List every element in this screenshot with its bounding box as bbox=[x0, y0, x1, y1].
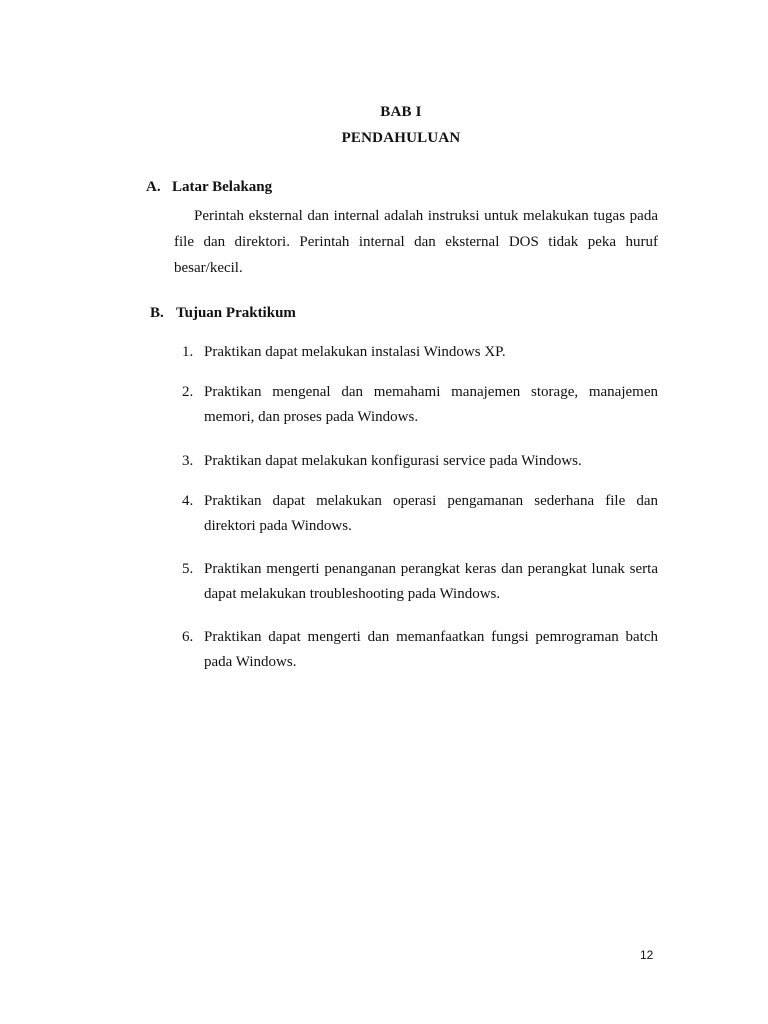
list-item-number: 3. bbox=[182, 453, 194, 469]
list-item-number: 5. bbox=[182, 561, 194, 577]
background-paragraph: Perintah eksternal dan internal adalah instruksi untuk melakukan tugas pada file dan direktori. Perintah internal dan eksternal DOS tidak peka huruf besar/kecil. bbox=[174, 208, 658, 276]
list-item-number: 4. bbox=[182, 493, 194, 509]
section-b-title: Tujuan Praktikum bbox=[176, 305, 296, 321]
list-item-number: 6. bbox=[182, 629, 194, 645]
section-a-letter: A. bbox=[146, 179, 161, 195]
chapter-number: BAB I bbox=[380, 104, 422, 120]
list-item bbox=[182, 625, 658, 675]
list-item-text: Praktikan dapat melakukan konfigurasi service pada Windows. bbox=[204, 453, 582, 469]
list-item-text: Praktikan dapat mengerti dan memanfaatkan fungsi pemrograman batch pada Windows. bbox=[204, 629, 658, 670]
list-item-number: 2. bbox=[182, 384, 194, 400]
list-item bbox=[182, 340, 658, 365]
list-item bbox=[182, 489, 658, 539]
list-item bbox=[182, 380, 658, 430]
section-b-letter: B. bbox=[150, 305, 164, 321]
section-b-heading bbox=[150, 305, 296, 322]
list-item-text: Praktikan dapat melakukan operasi pengamanan sederhana file dan direktori pada Windows. bbox=[204, 493, 658, 534]
section-a-heading bbox=[146, 179, 272, 196]
list-item-text: Praktikan mengerti penanganan perangkat keras dan perangkat lunak serta dapat melakukan troubleshooting pada Windows. bbox=[204, 561, 658, 602]
list-item-text: Praktikan mengenal dan memahami manajemen storage, manajemen memori, dan proses pada Windows. bbox=[204, 384, 658, 425]
list-item bbox=[182, 449, 658, 474]
section-a-title: Latar Belakang bbox=[172, 179, 273, 195]
list-item-text: Praktikan dapat melakukan instalasi Windows XP. bbox=[204, 344, 506, 360]
list-item-number: 1. bbox=[182, 344, 194, 360]
chapter-title: PENDAHULUAN bbox=[341, 130, 461, 146]
page-number: 12 bbox=[640, 948, 654, 962]
list-item bbox=[182, 557, 658, 607]
